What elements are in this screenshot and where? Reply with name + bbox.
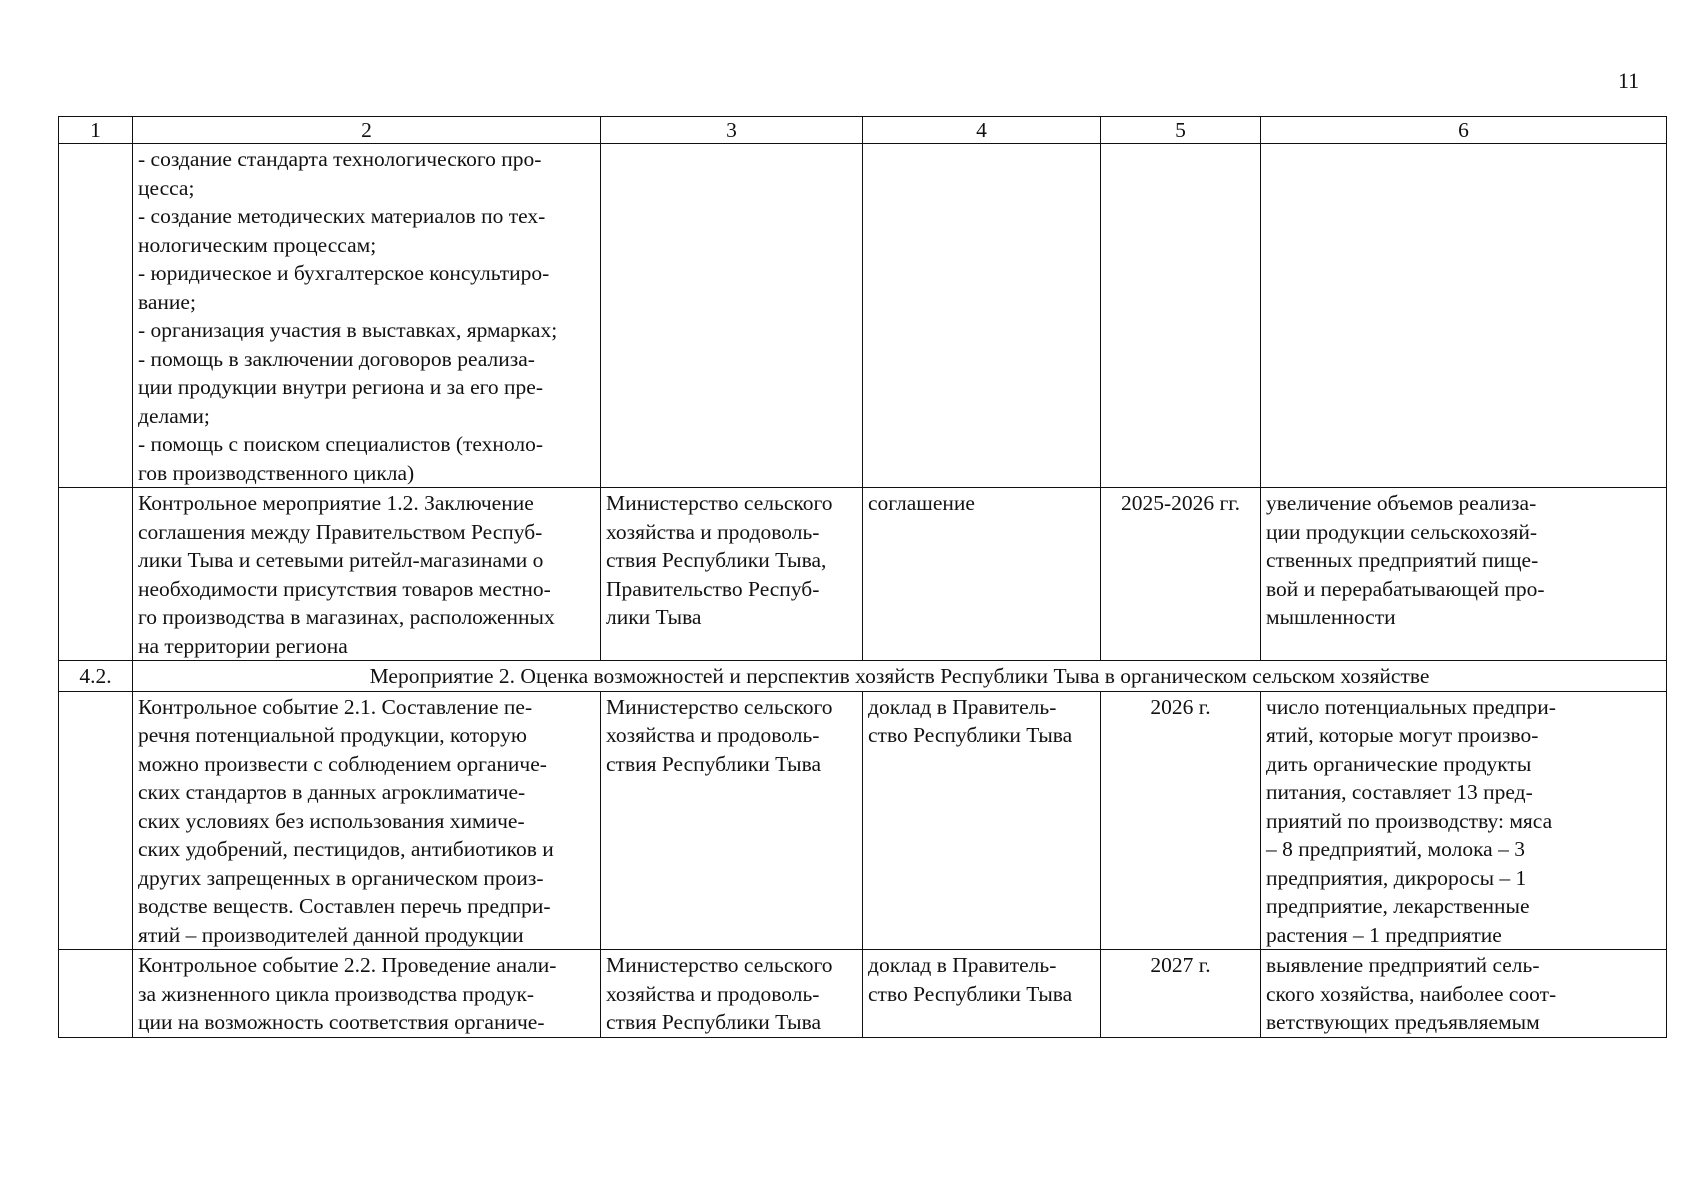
result-form-cell xyxy=(863,950,1101,1038)
row-number-cell xyxy=(59,691,133,950)
activity-cell-line: Контрольное мероприятие 1.2. Заключение xyxy=(138,491,534,515)
result-form-cell xyxy=(863,488,1101,661)
result-form-cell xyxy=(863,691,1101,950)
activity-cell-line: го производства в магазинах, расположенных xyxy=(138,605,555,629)
responsible-cell-line: хозяйства и продоволь- xyxy=(606,723,820,747)
activity-cell xyxy=(133,144,601,488)
indicator-cell-line: мышленности xyxy=(1266,605,1396,629)
activity-cell-line: Контрольное событие 2.2. Проведение анали- xyxy=(138,953,557,977)
column-header-4: 4 xyxy=(863,117,1101,144)
indicator-cell xyxy=(1261,691,1667,950)
table-row xyxy=(59,144,1667,488)
activity-cell-line: речня потенциальной продукции, которую xyxy=(138,723,527,747)
activity-cell-line: ятий – производителей данной продукции xyxy=(138,922,524,947)
activity-cell-line: ских стандартов в данных агроклиматиче- xyxy=(138,780,526,804)
responsible-cell-line: ствия Республики Тыва xyxy=(606,751,822,776)
indicator-cell-line: ветствующих предъявляемым xyxy=(1266,1010,1540,1034)
activity-cell-line: цесса; xyxy=(138,175,195,200)
activity-cell-line: можно произвести с соблюдением органиче- xyxy=(138,751,547,776)
table-row xyxy=(59,488,1667,661)
indicator-cell-line: ского хозяйства, наиболее соот- xyxy=(1266,981,1557,1006)
activity-cell-line: - создание стандарта технологического про- xyxy=(138,147,542,171)
column-header-3: 3 xyxy=(601,117,863,144)
activity-cell-line: лики Тыва и сетевыми ритейл-магазинами о xyxy=(138,548,544,572)
activity-cell xyxy=(133,691,601,950)
responsible-cell xyxy=(601,144,863,488)
result-form-cell-line: ство Республики Тыва xyxy=(868,723,1073,747)
indicator-cell-line: ятий, которые могут произво- xyxy=(1266,723,1539,747)
activity-cell-line: водстве веществ. Составлен перечь предпри- xyxy=(138,894,551,918)
row-number-cell xyxy=(59,950,133,1038)
activity-cell-line: - организация участия в выставках, ярмарках; xyxy=(138,318,558,342)
activity-cell-line: вание; xyxy=(138,289,196,314)
activity-cell-line: соглашения между Правительством Респуб- xyxy=(138,519,543,544)
indicator-cell-line: – 8 предприятий, молока – 3 xyxy=(1266,837,1525,861)
page-number: 11 xyxy=(1618,68,1640,93)
indicator-cell-line: дить органические продукты xyxy=(1266,751,1532,776)
indicator-cell-line: приятий по производству: мяса xyxy=(1266,808,1553,833)
term-cell: 2025-2026 гг. xyxy=(1101,488,1261,661)
column-header-1: 1 xyxy=(59,117,133,144)
indicator-cell-line: ции продукции сельскохозяй- xyxy=(1266,519,1538,544)
responsible-cell xyxy=(601,950,863,1038)
section-row xyxy=(59,661,1667,692)
table-row xyxy=(59,691,1667,950)
indicator-cell-line: увеличение объемов реализа- xyxy=(1266,491,1537,515)
responsible-cell xyxy=(601,488,863,661)
activity-cell xyxy=(133,488,601,661)
result-form-cell xyxy=(863,144,1101,488)
table-body-lower xyxy=(59,691,1667,1037)
term-cell: 2027 г. xyxy=(1101,950,1261,1038)
indicator-cell xyxy=(1261,144,1667,488)
activity-cell-line: на территории региона xyxy=(138,633,348,658)
responsible-cell-line: лики Тыва xyxy=(606,605,702,629)
column-header-2: 2 xyxy=(133,117,601,144)
result-form-cell-line: соглашение xyxy=(868,491,975,515)
indicator-cell-line: предприятия, дикроросы – 1 xyxy=(1266,865,1527,890)
indicator-cell-line: ственных предприятий пище- xyxy=(1266,548,1539,572)
responsible-cell-line: Правительство Респуб- xyxy=(606,576,820,601)
activity-cell-line: ских условиях без использования химиче- xyxy=(138,808,525,833)
result-form-cell-line: доклад в Правитель- xyxy=(868,694,1057,719)
indicator-cell-line: питания, составляет 13 пред- xyxy=(1266,780,1533,804)
responsible-cell-line: Министерство сельского xyxy=(606,953,833,977)
indicator-cell-line: число потенциальных предпри- xyxy=(1266,694,1556,719)
plan-table xyxy=(58,116,1667,1038)
activity-cell-line: - юридическое и бухгалтерское консультиро- xyxy=(138,261,550,285)
activity-cell xyxy=(133,950,601,1038)
result-form-cell-line: ство Республики Тыва xyxy=(868,981,1073,1006)
term-cell: 2026 г. xyxy=(1101,691,1261,950)
row-number-cell xyxy=(59,144,133,488)
activity-cell-line: нологическим процессам; xyxy=(138,232,377,257)
activity-cell-line: гов производственного цикла) xyxy=(138,460,415,485)
section-title: Мероприятие 2. Оценка возможностей и перспектив хозяйств Республики Тыва в органическом сельском хозяйстве xyxy=(133,661,1667,692)
table-row xyxy=(59,950,1667,1038)
indicator-cell-line: растения – 1 предприятие xyxy=(1266,922,1502,947)
activity-cell-line: за жизненного цикла производства продук- xyxy=(138,981,535,1006)
column-header-5: 5 xyxy=(1101,117,1261,144)
indicator-cell-line: предприятие, лекарственные xyxy=(1266,894,1530,918)
result-form-cell-line: доклад в Правитель- xyxy=(868,953,1057,977)
activity-cell-line: Контрольное событие 2.1. Составление пе- xyxy=(138,694,533,719)
term-cell xyxy=(1101,144,1261,488)
activity-cell-line: ции продукции внутри региона и за его пре- xyxy=(138,375,543,399)
responsible-cell-line: хозяйства и продоволь- xyxy=(606,519,820,544)
responsible-cell xyxy=(601,691,863,950)
indicator-cell-line: вой и перерабатывающей про- xyxy=(1266,576,1545,601)
responsible-cell-line: Министерство сельского xyxy=(606,694,833,719)
activity-cell-line: - помощь с поиском специалистов (техноло- xyxy=(138,432,544,456)
activity-cell-line: ции на возможность соответствия органиче- xyxy=(138,1010,545,1034)
activity-cell-line: ских удобрений, пестицидов, антибиотиков и xyxy=(138,837,554,861)
activity-cell-line: - создание методических материалов по тех- xyxy=(138,204,546,228)
responsible-cell-line: ствия Республики Тыва xyxy=(606,1010,822,1034)
activity-cell-line: других запрещенных в органическом произ- xyxy=(138,865,544,890)
responsible-cell-line: Министерство сельского xyxy=(606,491,833,515)
column-header-6: 6 xyxy=(1261,117,1667,144)
indicator-cell-line: выявление предприятий сель- xyxy=(1266,953,1540,977)
table-body-upper xyxy=(59,144,1667,661)
indicator-cell xyxy=(1261,950,1667,1038)
activity-cell-line: - помощь в заключении договоров реализа- xyxy=(138,346,535,371)
activity-cell-line: необходимости присутствия товаров местно- xyxy=(138,576,551,601)
responsible-cell-line: ствия Республики Тыва, xyxy=(606,548,827,572)
activity-cell-line: делами; xyxy=(138,403,210,428)
indicator-cell xyxy=(1261,488,1667,661)
responsible-cell-line: хозяйства и продоволь- xyxy=(606,981,820,1006)
section-number: 4.2. xyxy=(59,661,133,692)
header-row xyxy=(59,117,1667,144)
row-number-cell xyxy=(59,488,133,661)
